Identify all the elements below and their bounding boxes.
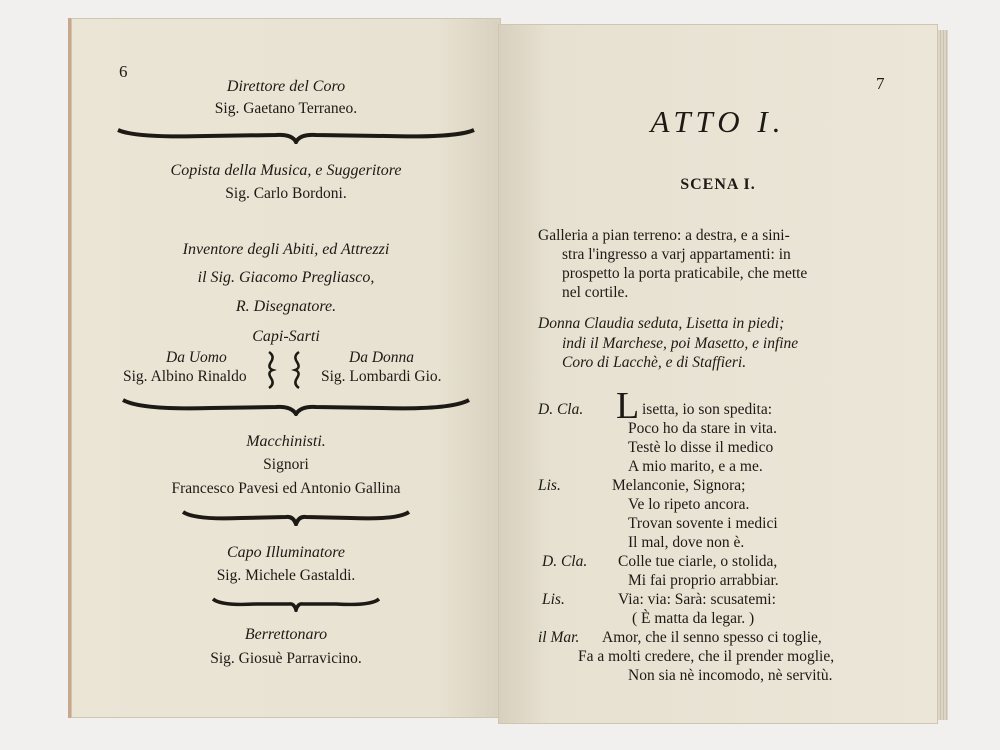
tailor-men-name: Sig. Albino Rinaldo: [123, 368, 247, 385]
brace-divider: [121, 394, 471, 416]
dialogue-line: A mio marito, e a me.: [628, 458, 763, 475]
page-number-right: 7: [876, 74, 885, 93]
dialogue-line: Amor, che il senno spesso ci toglie,: [602, 629, 822, 646]
left-page: [68, 18, 501, 718]
copyist-name: Sig. Carlo Bordoni.: [225, 185, 347, 202]
dialogue-line: Mi fai proprio arrabbiar.: [628, 572, 779, 589]
dialogue-line: Melanconie, Signora;: [612, 477, 746, 494]
lighting-name: Sig. Michele Gastaldi.: [216, 567, 356, 584]
brace-divider: [211, 594, 381, 612]
machinists-names: Francesco Pavesi ed Antonio Gallina: [171, 480, 401, 497]
stage-direction-line: Donna Claudia seduta, Lisetta in piedi;: [538, 315, 785, 332]
hatmaker-name: Sig. Giosuè Parravicino.: [210, 650, 362, 667]
act-title: ATTO I.: [650, 104, 786, 139]
brace-divider: [116, 122, 476, 144]
dialogue-line: ( È matta da legar. ): [632, 610, 755, 627]
dialogue-line: Colle tue ciarle, o stolida,: [618, 553, 778, 570]
lighting-title: Capo Illuminatore: [226, 544, 346, 561]
page-number-left: 6: [119, 62, 128, 81]
dialogue-line: Non sia nè incomodo, nè servitù.: [628, 667, 833, 684]
machinists-sub: Signori: [263, 456, 309, 473]
dialogue-line: Trovan sovente i medici: [628, 515, 778, 532]
tailors-bracket: [263, 350, 307, 390]
stage-direction-line: indi il Marchese, poi Masetto, e infine: [562, 335, 799, 352]
speaker-label: il Mar.: [538, 629, 580, 646]
tailor-women-name: Sig. Lombardi Gio.: [321, 368, 442, 385]
tailors-title: Capi-Sarti: [252, 328, 320, 345]
director-title: Direttore del Coro: [226, 78, 346, 95]
setting-line: stra l'ingresso a varj appartamenti: in: [562, 246, 791, 263]
costume-title: Inventore degli Abiti, ed Attrezzi: [182, 241, 390, 258]
dialogue-line: isetta, io son spedita:: [642, 401, 773, 418]
dialogue-line: Via: via: Sarà: scusatemi:: [618, 591, 776, 608]
speaker-label: Lis.: [538, 477, 561, 494]
dialogue-line: Ve lo ripeto ancora.: [628, 496, 750, 513]
tailor-men-title: Da Uomo: [166, 349, 227, 366]
tailor-women-title: Da Donna: [349, 349, 415, 366]
setting-line: prospetto la porta praticabile, che mette: [562, 265, 808, 282]
dialogue-line: Fa a molti credere, che il prender moglie,: [578, 648, 835, 665]
hatmaker-title: Berrettonaro: [244, 626, 328, 643]
speaker-label: D. Cla.: [542, 553, 588, 570]
copyist-title: Copista della Musica, e Suggeritore: [170, 162, 402, 179]
brace-divider: [181, 506, 411, 526]
scene-title: SCENA I.: [680, 176, 756, 193]
setting-line: nel cortile.: [562, 284, 629, 301]
dialogue-line: Testè lo disse il medico: [628, 439, 774, 456]
open-book: [60, 18, 950, 730]
director-name: Sig. Gaetano Terraneo.: [214, 100, 358, 117]
setting-line: Galleria a pian terreno: a destra, e a sini-: [538, 227, 790, 244]
drop-cap: L: [616, 385, 640, 427]
dialogue-line: Il mal, dove non è.: [628, 534, 745, 551]
speaker-label: Lis.: [542, 591, 565, 608]
speaker-label: D. Cla.: [538, 401, 584, 418]
dialogue-line: Poco ho da stare in vita.: [628, 420, 777, 437]
costume-name: il Sig. Giacomo Pregliasco,: [197, 269, 375, 286]
right-page: [498, 24, 938, 724]
costume-role: R. Disegnatore.: [235, 298, 337, 315]
stage-direction-line: Coro di Lacchè, e di Staffieri.: [562, 354, 747, 371]
machinists-title: Macchinisti.: [246, 433, 326, 450]
